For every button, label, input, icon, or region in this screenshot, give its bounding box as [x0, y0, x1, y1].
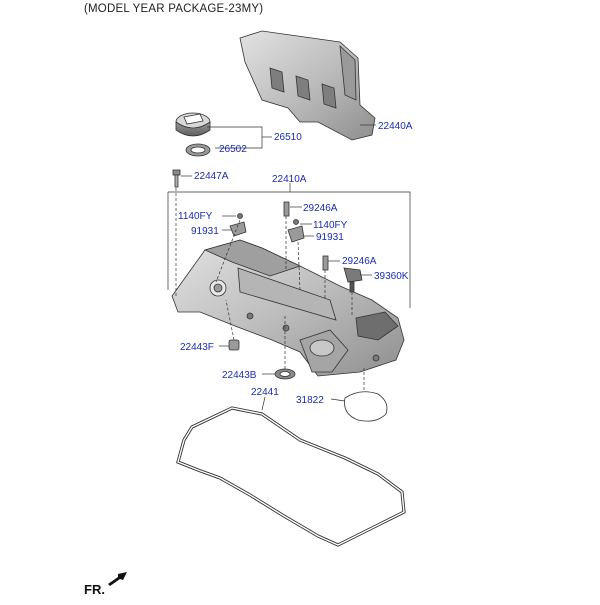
part-label-22410a: 22410A — [272, 174, 307, 185]
bracket-right-part — [288, 220, 304, 243]
part-label-1140fy-left: 1140FY — [178, 211, 213, 222]
front-arrow-icon — [108, 572, 127, 586]
part-label-1140fy-right: 1140FY — [313, 220, 348, 231]
diagram-header: (MODEL YEAR PACKAGE-23MY) — [84, 3, 264, 15]
part-label-39360k: 39360K — [374, 271, 409, 282]
sensor-part — [344, 268, 362, 292]
front-label: FR. — [84, 582, 105, 597]
part-label-22447a: 22447A — [194, 171, 229, 182]
seal-ring-part — [275, 369, 295, 379]
part-label-29246a-right: 29246A — [342, 256, 377, 267]
part-label-22443b: 22443B — [222, 370, 257, 381]
part-label-22441: 22441 — [251, 387, 279, 398]
pcv-valve-top-part — [284, 202, 289, 216]
part-label-22443f: 22443F — [180, 342, 214, 353]
bolt-part — [173, 170, 180, 187]
engine-cover-part — [240, 31, 375, 140]
part-label-91931-left: 91931 — [191, 226, 219, 237]
part-label-91931-right: 91931 — [316, 232, 344, 243]
part-label-29246a-top: 29246A — [303, 203, 338, 214]
oil-filler-cap-part — [176, 113, 210, 136]
part-label-22440a: 22440A — [378, 121, 413, 132]
cap-gasket-part — [186, 144, 210, 156]
front-orientation-marker — [84, 572, 127, 597]
grommet-part — [229, 340, 239, 350]
pcv-valve-right-part — [323, 256, 328, 270]
part-label-26510: 26510 — [274, 132, 302, 143]
part-label-31822: 31822 — [296, 395, 324, 406]
oring-gasket-part — [345, 392, 387, 421]
cover-gasket-part — [178, 408, 404, 545]
part-label-26502: 26502 — [219, 144, 247, 155]
